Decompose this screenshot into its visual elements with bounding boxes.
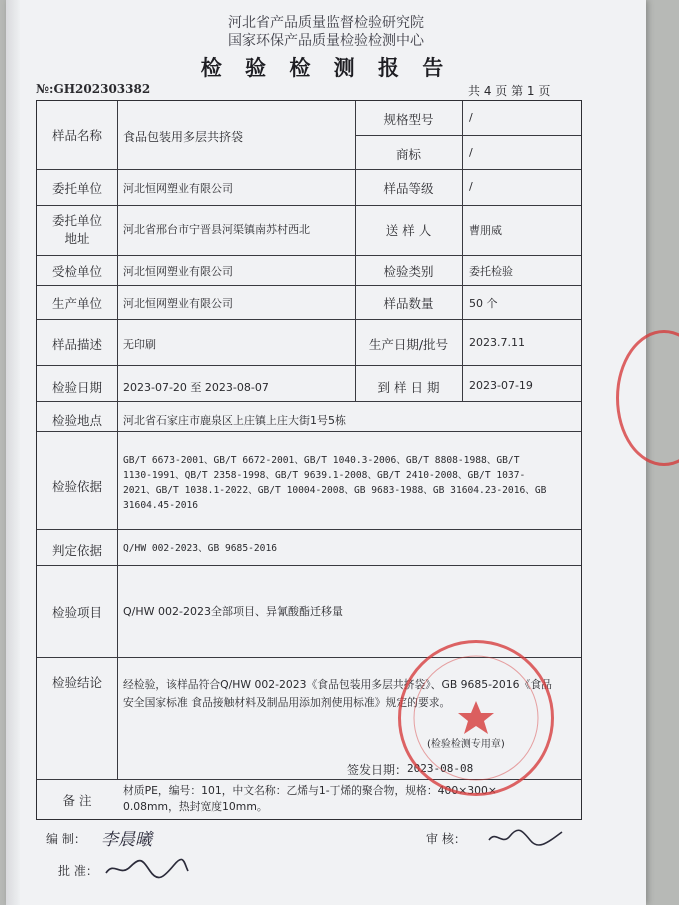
basis-line: 1130-1991、QB/T 2358-1998、GB/T 9639.1-2008、GB/T 2410-2008、GB/T 1037- <box>123 470 526 481</box>
basis-line: GB/T 6673-2001、GB/T 6672-2001、GB/T 1040.3-2006、GB/T 8808-1988、GB/T <box>123 455 520 466</box>
conclusion-line: 安全国家标准 食品接触材料及制品用添加剂使用标准》规定的要求。 <box>123 696 451 709</box>
basis-line: 31604.45-2016 <box>123 500 199 511</box>
grade-label: 样品等级 <box>383 181 434 196</box>
conclusion-line: 经检验，该样品符合Q/HW 002-2023《食品包装用多层共挤袋》、GB 9685-2016《食品 <box>123 678 552 691</box>
row-divider <box>37 565 581 566</box>
client-address: 河北省邢台市宁晋县河渠镇南苏村西北 <box>123 223 310 236</box>
report-page <box>6 0 646 905</box>
sender-value: 曹朋威 <box>469 224 502 237</box>
arrival-date-label: 到 样 日 期 <box>377 380 440 395</box>
page-edge <box>6 0 20 905</box>
row-divider <box>37 255 581 256</box>
sample-name: 食品包装用多层共挤袋 <box>123 130 244 144</box>
side-seal <box>616 330 679 466</box>
issue-date-label: 签发日期： <box>347 763 408 777</box>
issue-date: 2023-08-08 <box>407 762 474 775</box>
report-number: №:GH202303382 <box>36 82 151 96</box>
row-divider <box>37 431 581 432</box>
conclusion-label: 检验结论 <box>51 675 102 690</box>
row-divider <box>355 135 581 136</box>
test-date-label: 检验日期 <box>51 380 102 395</box>
col-divider <box>462 101 463 401</box>
quantity-label: 样品数量 <box>383 296 434 311</box>
inspection-type: 委托检验 <box>469 265 513 278</box>
client-address-label: 委托单位 <box>51 213 102 228</box>
producer-label: 生产单位 <box>51 296 102 311</box>
place-label: 检验地点 <box>51 413 102 428</box>
sample-name-label: 样品名称 <box>51 128 102 143</box>
inspected-label: 受检单位 <box>51 264 102 279</box>
client-label: 委托单位 <box>51 181 102 196</box>
inspected-value: 河北恒网塑业有限公司 <box>123 265 233 278</box>
seal-star-icon <box>401 643 551 793</box>
sender-label: 送 样 人 <box>385 223 432 238</box>
stamp-caption: (检验检测专用章) <box>427 739 505 750</box>
quantity-value: 50 个 <box>469 297 498 310</box>
arrival-date: 2023-07-19 <box>469 379 533 392</box>
row-divider <box>37 319 581 320</box>
approver-label: 批 准： <box>58 864 98 878</box>
approver-signature <box>102 855 192 886</box>
remark-label: 备 注 <box>62 793 92 808</box>
items-label: 检验项目 <box>51 605 102 620</box>
description-value: 无印刷 <box>123 338 156 351</box>
col-divider <box>117 101 118 779</box>
items-value: Q/HW 002-2023全部项目、异氰酸酯迁移量 <box>123 605 343 618</box>
row-divider <box>37 285 581 286</box>
page-info: 共 4 页 第 1 页 <box>468 84 551 98</box>
row-divider <box>37 401 581 402</box>
institute-name: 河北省产品质量监督检验研究院 <box>228 15 424 31</box>
model-value: / <box>469 111 473 124</box>
producer-value: 河北恒网塑业有限公司 <box>123 297 233 310</box>
row-divider <box>37 529 581 530</box>
row-divider <box>37 169 581 170</box>
judge-label: 判定依据 <box>51 543 102 558</box>
remark-line: 0.08mm，热封宽度10mm。 <box>123 800 268 813</box>
client-address-label-2: 地址 <box>64 231 90 246</box>
basis-line: 2021、GB/T 1038.1-2022、GB/T 10004-2008、GB 9683-1988、GB 31604.23-2016、GB <box>123 485 547 496</box>
test-date: 2023-07-20 至 2023-08-07 <box>123 381 269 394</box>
compiler-label: 编 制： <box>46 832 86 846</box>
grade-value: / <box>469 180 473 193</box>
row-divider <box>37 365 581 366</box>
model-label: 规格型号 <box>383 112 434 127</box>
production-date: 2023.7.11 <box>469 336 525 349</box>
official-seal <box>398 640 554 796</box>
reviewer-label: 审 核： <box>426 832 466 846</box>
report-title: 检 验 检 测 报 告 <box>200 56 452 80</box>
remark-line: 材质PE，编号：101，中文名称：乙烯与1-丁烯的聚合物，规格：400×300× <box>123 784 497 797</box>
client-value: 河北恒网塑业有限公司 <box>123 182 233 195</box>
brand-value: / <box>469 146 473 159</box>
center-name: 国家环保产品质量检验检测中心 <box>228 33 424 49</box>
description-label: 样品描述 <box>51 337 102 352</box>
production-date-label: 生产日期/批号 <box>368 337 449 352</box>
row-divider <box>37 205 581 206</box>
judge-value: Q/HW 002-2023、GB 9685-2016 <box>123 543 277 554</box>
inspection-type-label: 检验类别 <box>383 264 434 279</box>
reviewer-signature <box>486 826 566 853</box>
brand-label: 商标 <box>395 147 421 162</box>
basis-label: 检验依据 <box>51 479 102 494</box>
compiler-signature: 李晨曦 <box>101 830 152 850</box>
place-value: 河北省石家庄市鹿泉区上庄镇上庄大街1号5栋 <box>123 414 346 427</box>
